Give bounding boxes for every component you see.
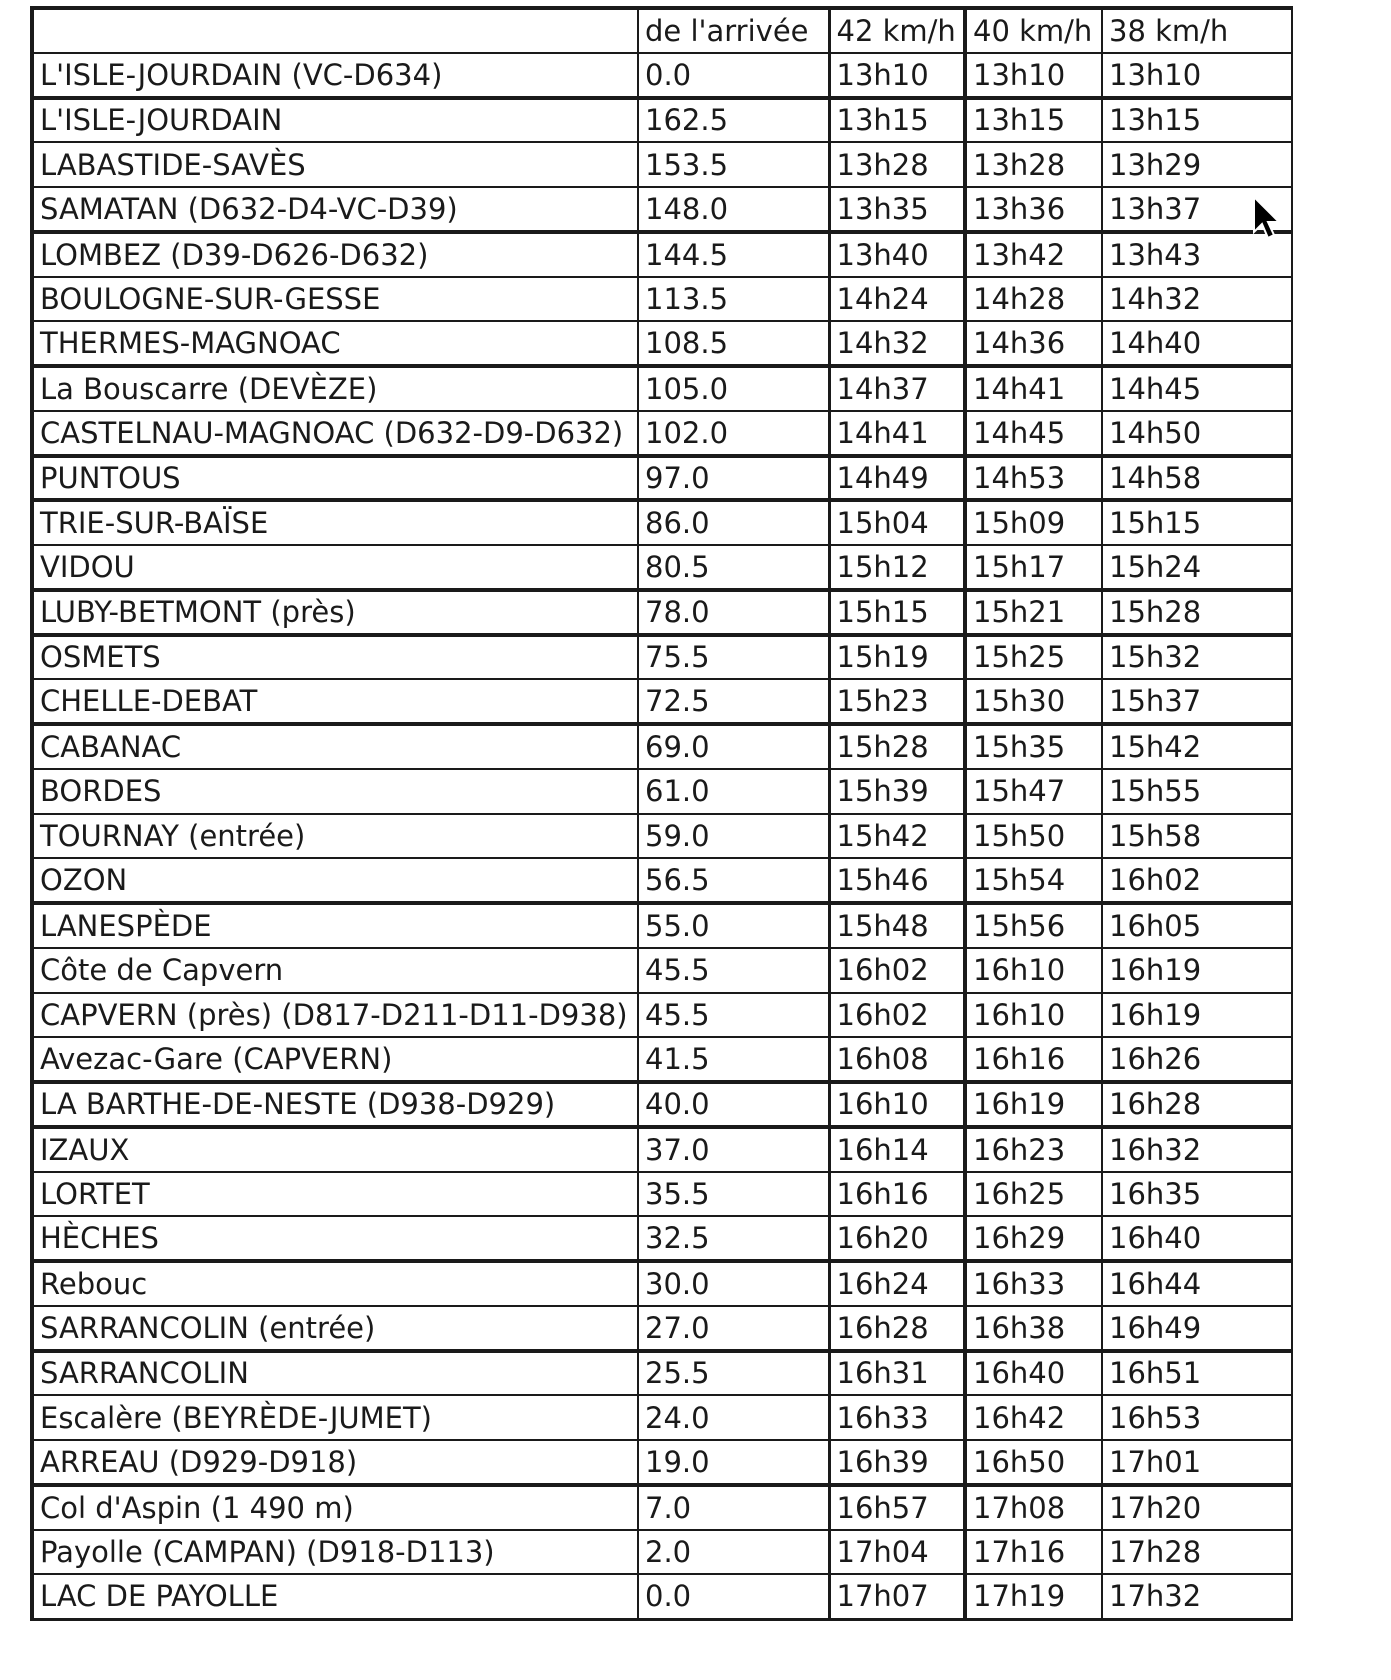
time-38kmh-cell: 17h32 [1102, 1574, 1292, 1619]
time-38kmh-cell: 13h15 [1102, 98, 1292, 143]
place-cell: OZON [32, 858, 638, 903]
place-cell: VIDOU [32, 545, 638, 590]
table-row [32, 903, 1292, 948]
distance-cell: 86.0 [638, 500, 829, 545]
place-cell: Payolle (CAMPAN) (D918-D113) [32, 1530, 638, 1575]
time-38kmh-cell: 14h45 [1102, 366, 1292, 411]
time-42kmh-cell: 16h20 [829, 1216, 965, 1261]
table-row [32, 1127, 1292, 1172]
header-cell-42kmh: 42 km/h [829, 8, 965, 53]
distance-cell: 55.0 [638, 903, 829, 948]
distance-cell: 113.5 [638, 277, 829, 322]
time-42kmh-cell: 13h40 [829, 232, 965, 277]
time-42kmh-cell: 16h39 [829, 1440, 965, 1485]
place-cell: PUNTOUS [32, 456, 638, 501]
time-38kmh-cell: 17h28 [1102, 1530, 1292, 1575]
time-40kmh-cell: 15h30 [965, 679, 1102, 724]
time-42kmh-cell: 16h10 [829, 1082, 965, 1127]
time-42kmh-cell: 15h15 [829, 590, 965, 635]
table-row [32, 232, 1292, 277]
header-cell-38kmh: 38 km/h [1102, 8, 1292, 53]
time-42kmh-cell: 16h33 [829, 1395, 965, 1440]
header-row [32, 8, 1292, 53]
time-38kmh-cell: 16h49 [1102, 1306, 1292, 1351]
time-40kmh-cell: 16h38 [965, 1306, 1102, 1351]
table-row [32, 456, 1292, 501]
place-cell: SARRANCOLIN [32, 1351, 638, 1396]
place-cell: IZAUX [32, 1127, 638, 1172]
time-42kmh-cell: 14h37 [829, 366, 965, 411]
time-38kmh-cell: 16h26 [1102, 1037, 1292, 1082]
table-row [32, 1261, 1292, 1306]
time-40kmh-cell: 13h10 [965, 53, 1102, 98]
time-38kmh-cell: 14h40 [1102, 321, 1292, 366]
time-38kmh-cell: 14h58 [1102, 456, 1292, 501]
table-row [32, 187, 1292, 232]
time-38kmh-cell: 15h58 [1102, 814, 1292, 859]
table-row [32, 1216, 1292, 1261]
time-38kmh-cell: 16h05 [1102, 903, 1292, 948]
table-row [32, 948, 1292, 993]
time-40kmh-cell: 14h36 [965, 321, 1102, 366]
table-row [32, 590, 1292, 635]
table-row [32, 277, 1292, 322]
place-cell: LA BARTHE-DE-NESTE (D938-D929) [32, 1082, 638, 1127]
distance-cell: 69.0 [638, 724, 829, 769]
distance-cell: 24.0 [638, 1395, 829, 1440]
time-38kmh-cell: 15h24 [1102, 545, 1292, 590]
place-cell: CAPVERN (près) (D817-D211-D11-D938) [32, 993, 638, 1038]
time-42kmh-cell: 15h46 [829, 858, 965, 903]
time-38kmh-cell: 16h19 [1102, 993, 1292, 1038]
time-40kmh-cell: 16h40 [965, 1351, 1102, 1396]
time-40kmh-cell: 17h08 [965, 1485, 1102, 1530]
time-38kmh-cell: 15h55 [1102, 769, 1292, 814]
place-cell: Rebouc [32, 1261, 638, 1306]
time-38kmh-cell: 16h40 [1102, 1216, 1292, 1261]
distance-cell: 25.5 [638, 1351, 829, 1396]
distance-cell: 153.5 [638, 142, 829, 187]
time-38kmh-cell: 15h15 [1102, 500, 1292, 545]
time-42kmh-cell: 13h35 [829, 187, 965, 232]
time-40kmh-cell: 16h42 [965, 1395, 1102, 1440]
time-42kmh-cell: 14h41 [829, 411, 965, 456]
place-cell: TRIE-SUR-BAÏSE [32, 500, 638, 545]
time-42kmh-cell: 14h49 [829, 456, 965, 501]
place-cell: LUBY-BETMONT (près) [32, 590, 638, 635]
time-40kmh-cell: 16h19 [965, 1082, 1102, 1127]
time-38kmh-cell: 16h28 [1102, 1082, 1292, 1127]
distance-cell: 75.5 [638, 635, 829, 680]
time-40kmh-cell: 13h36 [965, 187, 1102, 232]
distance-cell: 102.0 [638, 411, 829, 456]
time-42kmh-cell: 14h24 [829, 277, 965, 322]
time-40kmh-cell: 14h28 [965, 277, 1102, 322]
time-40kmh-cell: 15h35 [965, 724, 1102, 769]
time-42kmh-cell: 16h28 [829, 1306, 965, 1351]
table-row [32, 1530, 1292, 1575]
time-38kmh-cell: 15h32 [1102, 635, 1292, 680]
time-42kmh-cell: 16h08 [829, 1037, 965, 1082]
place-cell: Col d'Aspin (1 490 m) [32, 1485, 638, 1530]
place-cell: L'ISLE-JOURDAIN (VC-D634) [32, 53, 638, 98]
time-40kmh-cell: 16h29 [965, 1216, 1102, 1261]
table-row [32, 366, 1292, 411]
table-row [32, 679, 1292, 724]
time-42kmh-cell: 16h02 [829, 948, 965, 993]
table-row [32, 858, 1292, 903]
place-cell: Avezac-Gare (CAPVERN) [32, 1037, 638, 1082]
table-row [32, 1574, 1292, 1619]
time-38kmh-cell: 16h51 [1102, 1351, 1292, 1396]
time-38kmh-cell: 15h28 [1102, 590, 1292, 635]
distance-cell: 19.0 [638, 1440, 829, 1485]
time-38kmh-cell: 14h50 [1102, 411, 1292, 456]
distance-cell: 45.5 [638, 948, 829, 993]
time-40kmh-cell: 15h17 [965, 545, 1102, 590]
time-38kmh-cell: 13h29 [1102, 142, 1292, 187]
distance-cell: 40.0 [638, 1082, 829, 1127]
distance-cell: 0.0 [638, 53, 829, 98]
distance-cell: 144.5 [638, 232, 829, 277]
distance-cell: 97.0 [638, 456, 829, 501]
time-40kmh-cell: 14h53 [965, 456, 1102, 501]
time-40kmh-cell: 14h45 [965, 411, 1102, 456]
table-row [32, 321, 1292, 366]
place-cell: SARRANCOLIN (entrée) [32, 1306, 638, 1351]
time-42kmh-cell: 16h31 [829, 1351, 965, 1396]
time-40kmh-cell: 13h28 [965, 142, 1102, 187]
place-cell: BOULOGNE-SUR-GESSE [32, 277, 638, 322]
distance-cell: 32.5 [638, 1216, 829, 1261]
time-40kmh-cell: 16h50 [965, 1440, 1102, 1485]
table-row [32, 500, 1292, 545]
time-40kmh-cell: 15h56 [965, 903, 1102, 948]
place-cell: CABANAC [32, 724, 638, 769]
time-38kmh-cell: 15h37 [1102, 679, 1292, 724]
time-38kmh-cell: 16h19 [1102, 948, 1292, 993]
time-40kmh-cell: 16h23 [965, 1127, 1102, 1172]
place-cell: LAC DE PAYOLLE [32, 1574, 638, 1619]
place-cell: BORDES [32, 769, 638, 814]
time-42kmh-cell: 15h23 [829, 679, 965, 724]
distance-cell: 61.0 [638, 769, 829, 814]
distance-cell: 108.5 [638, 321, 829, 366]
time-40kmh-cell: 15h09 [965, 500, 1102, 545]
table-row [32, 1037, 1292, 1082]
place-cell: OSMETS [32, 635, 638, 680]
place-cell: TOURNAY (entrée) [32, 814, 638, 859]
time-42kmh-cell: 17h04 [829, 1530, 965, 1575]
place-cell: L'ISLE-JOURDAIN [32, 98, 638, 143]
distance-cell: 35.5 [638, 1172, 829, 1217]
table-row [32, 1172, 1292, 1217]
place-cell: Côte de Capvern [32, 948, 638, 993]
table-row [32, 635, 1292, 680]
time-42kmh-cell: 16h57 [829, 1485, 965, 1530]
place-cell: LOMBEZ (D39-D626-D632) [32, 232, 638, 277]
distance-cell: 80.5 [638, 545, 829, 590]
time-40kmh-cell: 15h21 [965, 590, 1102, 635]
distance-cell: 105.0 [638, 366, 829, 411]
time-38kmh-cell: 16h35 [1102, 1172, 1292, 1217]
table-row [32, 993, 1292, 1038]
time-40kmh-cell: 16h10 [965, 993, 1102, 1038]
distance-cell: 30.0 [638, 1261, 829, 1306]
time-40kmh-cell: 15h54 [965, 858, 1102, 903]
table-row [32, 142, 1292, 187]
time-42kmh-cell: 13h15 [829, 98, 965, 143]
time-42kmh-cell: 15h19 [829, 635, 965, 680]
place-cell: ARREAU (D929-D918) [32, 1440, 638, 1485]
time-38kmh-cell: 13h43 [1102, 232, 1292, 277]
place-cell: CHELLE-DEBAT [32, 679, 638, 724]
schedule-table-body [32, 8, 1292, 1619]
time-42kmh-cell: 15h04 [829, 500, 965, 545]
place-cell: HÈCHES [32, 1216, 638, 1261]
time-42kmh-cell: 13h28 [829, 142, 965, 187]
table-row [32, 545, 1292, 590]
header-cell-40kmh: 40 km/h [965, 8, 1102, 53]
mouse-pointer-icon [1252, 196, 1284, 242]
time-40kmh-cell: 16h16 [965, 1037, 1102, 1082]
time-42kmh-cell: 15h48 [829, 903, 965, 948]
time-42kmh-cell: 15h12 [829, 545, 965, 590]
time-38kmh-cell: 16h02 [1102, 858, 1292, 903]
time-42kmh-cell: 15h28 [829, 724, 965, 769]
time-38kmh-cell: 17h01 [1102, 1440, 1292, 1485]
table-row [32, 1485, 1292, 1530]
time-42kmh-cell: 15h42 [829, 814, 965, 859]
time-38kmh-cell: 13h10 [1102, 53, 1292, 98]
distance-cell: 2.0 [638, 1530, 829, 1575]
time-42kmh-cell: 16h24 [829, 1261, 965, 1306]
place-cell: SAMATAN (D632-D4-VC-D39) [32, 187, 638, 232]
time-38kmh-cell: 15h42 [1102, 724, 1292, 769]
distance-cell: 0.0 [638, 1574, 829, 1619]
distance-cell: 162.5 [638, 98, 829, 143]
time-42kmh-cell: 14h32 [829, 321, 965, 366]
time-38kmh-cell: 16h32 [1102, 1127, 1292, 1172]
time-42kmh-cell: 15h39 [829, 769, 965, 814]
distance-cell: 37.0 [638, 1127, 829, 1172]
table-row [32, 1306, 1292, 1351]
place-cell: CASTELNAU-MAGNOAC (D632-D9-D632) [32, 411, 638, 456]
time-42kmh-cell: 16h02 [829, 993, 965, 1038]
time-42kmh-cell: 16h14 [829, 1127, 965, 1172]
distance-cell: 41.5 [638, 1037, 829, 1082]
time-40kmh-cell: 16h33 [965, 1261, 1102, 1306]
time-40kmh-cell: 16h10 [965, 948, 1102, 993]
distance-cell: 148.0 [638, 187, 829, 232]
table-row [32, 769, 1292, 814]
time-38kmh-cell: 17h20 [1102, 1485, 1292, 1530]
distance-cell: 7.0 [638, 1485, 829, 1530]
time-40kmh-cell: 17h16 [965, 1530, 1102, 1575]
time-40kmh-cell: 17h19 [965, 1574, 1102, 1619]
time-38kmh-cell: 16h44 [1102, 1261, 1292, 1306]
time-42kmh-cell: 17h07 [829, 1574, 965, 1619]
table-row [32, 98, 1292, 143]
distance-cell: 56.5 [638, 858, 829, 903]
place-cell: LORTET [32, 1172, 638, 1217]
time-38kmh-cell: 13h37 [1102, 187, 1292, 232]
table-row [32, 1395, 1292, 1440]
schedule-table [30, 6, 1293, 1621]
table-row [32, 814, 1292, 859]
table-row [32, 724, 1292, 769]
time-38kmh-cell: 16h53 [1102, 1395, 1292, 1440]
time-40kmh-cell: 15h50 [965, 814, 1102, 859]
distance-cell: 45.5 [638, 993, 829, 1038]
time-40kmh-cell: 13h15 [965, 98, 1102, 143]
time-40kmh-cell: 14h41 [965, 366, 1102, 411]
table-row [32, 411, 1292, 456]
time-42kmh-cell: 16h16 [829, 1172, 965, 1217]
distance-cell: 78.0 [638, 590, 829, 635]
time-40kmh-cell: 13h42 [965, 232, 1102, 277]
table-row [32, 1082, 1292, 1127]
time-40kmh-cell: 15h47 [965, 769, 1102, 814]
table-row [32, 53, 1292, 98]
header-cell-place [32, 8, 638, 53]
time-42kmh-cell: 13h10 [829, 53, 965, 98]
table-row [32, 1351, 1292, 1396]
place-cell: THERMES-MAGNOAC [32, 321, 638, 366]
place-cell: LABASTIDE-SAVÈS [32, 142, 638, 187]
table-row [32, 1440, 1292, 1485]
place-cell: Escalère (BEYRÈDE-JUMET) [32, 1395, 638, 1440]
time-40kmh-cell: 15h25 [965, 635, 1102, 680]
distance-cell: 72.5 [638, 679, 829, 724]
distance-cell: 59.0 [638, 814, 829, 859]
place-cell: LANESPÈDE [32, 903, 638, 948]
header-cell-distance: de l'arrivée [638, 8, 829, 53]
place-cell: La Bouscarre (DEVÈZE) [32, 366, 638, 411]
time-38kmh-cell: 14h32 [1102, 277, 1292, 322]
distance-cell: 27.0 [638, 1306, 829, 1351]
time-40kmh-cell: 16h25 [965, 1172, 1102, 1217]
